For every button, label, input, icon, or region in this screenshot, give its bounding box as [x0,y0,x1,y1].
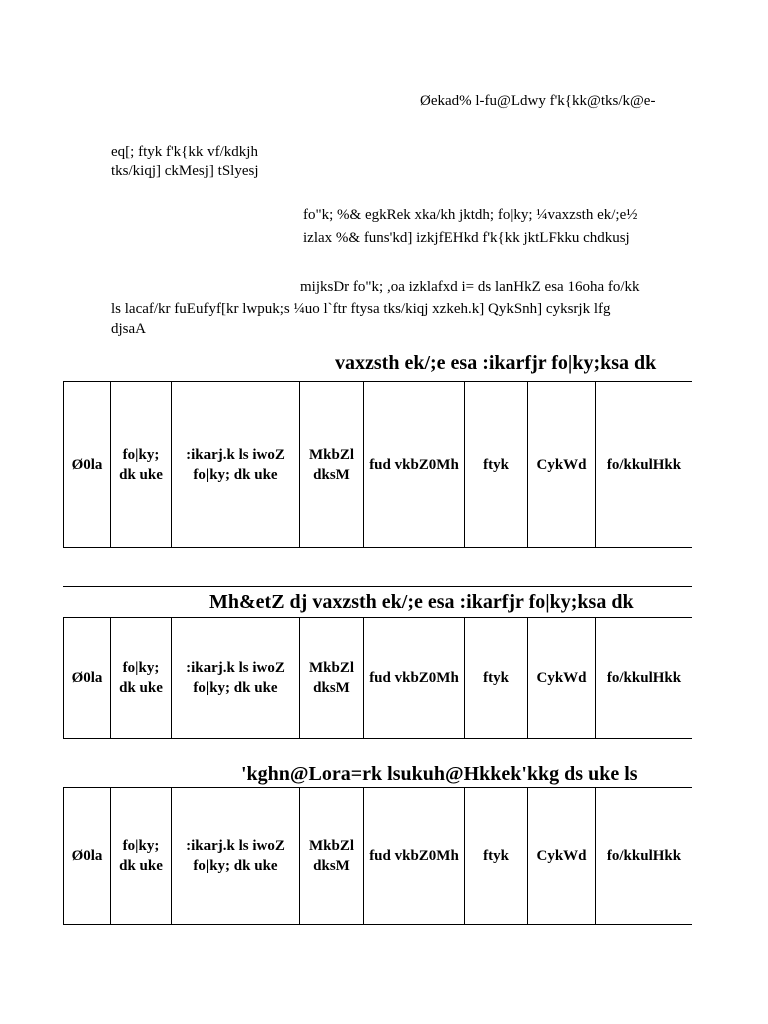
col-nic-id: fud vkbZ0Mh [364,788,465,925]
col-block: CykWd [528,788,596,925]
body-line-3: djsaA [111,321,146,337]
col-block: CykWd [528,382,596,548]
col-block: CykWd [528,618,596,739]
col-dise-code: MkbZl dksM [300,618,364,739]
table-header-row [64,788,693,925]
col-previous-school-name: :ikarj.k ls iwoZ fo|ky; dk uke [172,788,300,925]
col-assembly-constituency: fo/kkulHkk [596,788,693,925]
table-header-row [64,618,693,739]
col-previous-school-name: :ikarj.k ls iwoZ fo|ky; dk uke [172,382,300,548]
col-nic-id: fud vkbZ0Mh [364,382,465,548]
section-1-table [63,381,692,548]
col-district: ftyk [465,788,528,925]
col-dise-code: MkbZl dksM [300,788,364,925]
section-3-title: 'kghn@Lora=rk lsukuh@Hkkek'kkg ds uke ls [241,763,638,785]
subject-line: fo"k; %& egkRek xka/kh jktdh; fo|ky; ¼vaxzsth ek/;e½ [303,207,638,223]
section-1-title: vaxzsth ek/;e esa :ikarfjr fo|ky;ksa dk [335,352,657,374]
section-2-title: Mh&etZ dj vaxzsth ek/;e esa :ikarfjr fo|ky;ksa dk [209,591,634,613]
col-school-name: fo|ky; dk uke [111,788,172,925]
col-dise-code: MkbZl dksM [300,382,364,548]
col-assembly-constituency: fo/kkulHkk [596,382,693,548]
section-2-table [63,617,692,739]
col-school-name: fo|ky; dk uke [111,382,172,548]
reference-subject-line: izlax %& funs'kd] izkjfEHkd f'k{kk jktLFkku chdkusj [303,230,630,246]
reference-line: Øekad% l-fu@Ldwy f'k{kk@tks/k@e- [420,93,656,109]
table-header-row [64,382,693,548]
col-serial-number: Ø0la [64,382,111,548]
col-district: ftyk [465,382,528,548]
col-serial-number: Ø0la [64,618,111,739]
body-line-1: mijksDr fo"k; ,oa izklafxd i= ds lanHkZ esa 16oha fo/kk [300,279,640,295]
section-divider [63,586,692,587]
col-serial-number: Ø0la [64,788,111,925]
address-line-1: eq[; ftyk f'k{kk vf/kdkjh [111,144,258,160]
col-school-name: fo|ky; dk uke [111,618,172,739]
col-assembly-constituency: fo/kkulHkk [596,618,693,739]
col-previous-school-name: :ikarj.k ls iwoZ fo|ky; dk uke [172,618,300,739]
col-district: ftyk [465,618,528,739]
body-line-2: ls lacaf/kr fuEufyf[kr lwpuk;s ¼uo l`ftr ftysa tks/kiqj xzkeh.k] QykSnh] cyksrjk lfg [111,301,611,317]
address-line-2: tks/kiqj] ckMesj] tSlyesj [111,163,259,179]
col-nic-id: fud vkbZ0Mh [364,618,465,739]
section-3-table [63,787,692,925]
